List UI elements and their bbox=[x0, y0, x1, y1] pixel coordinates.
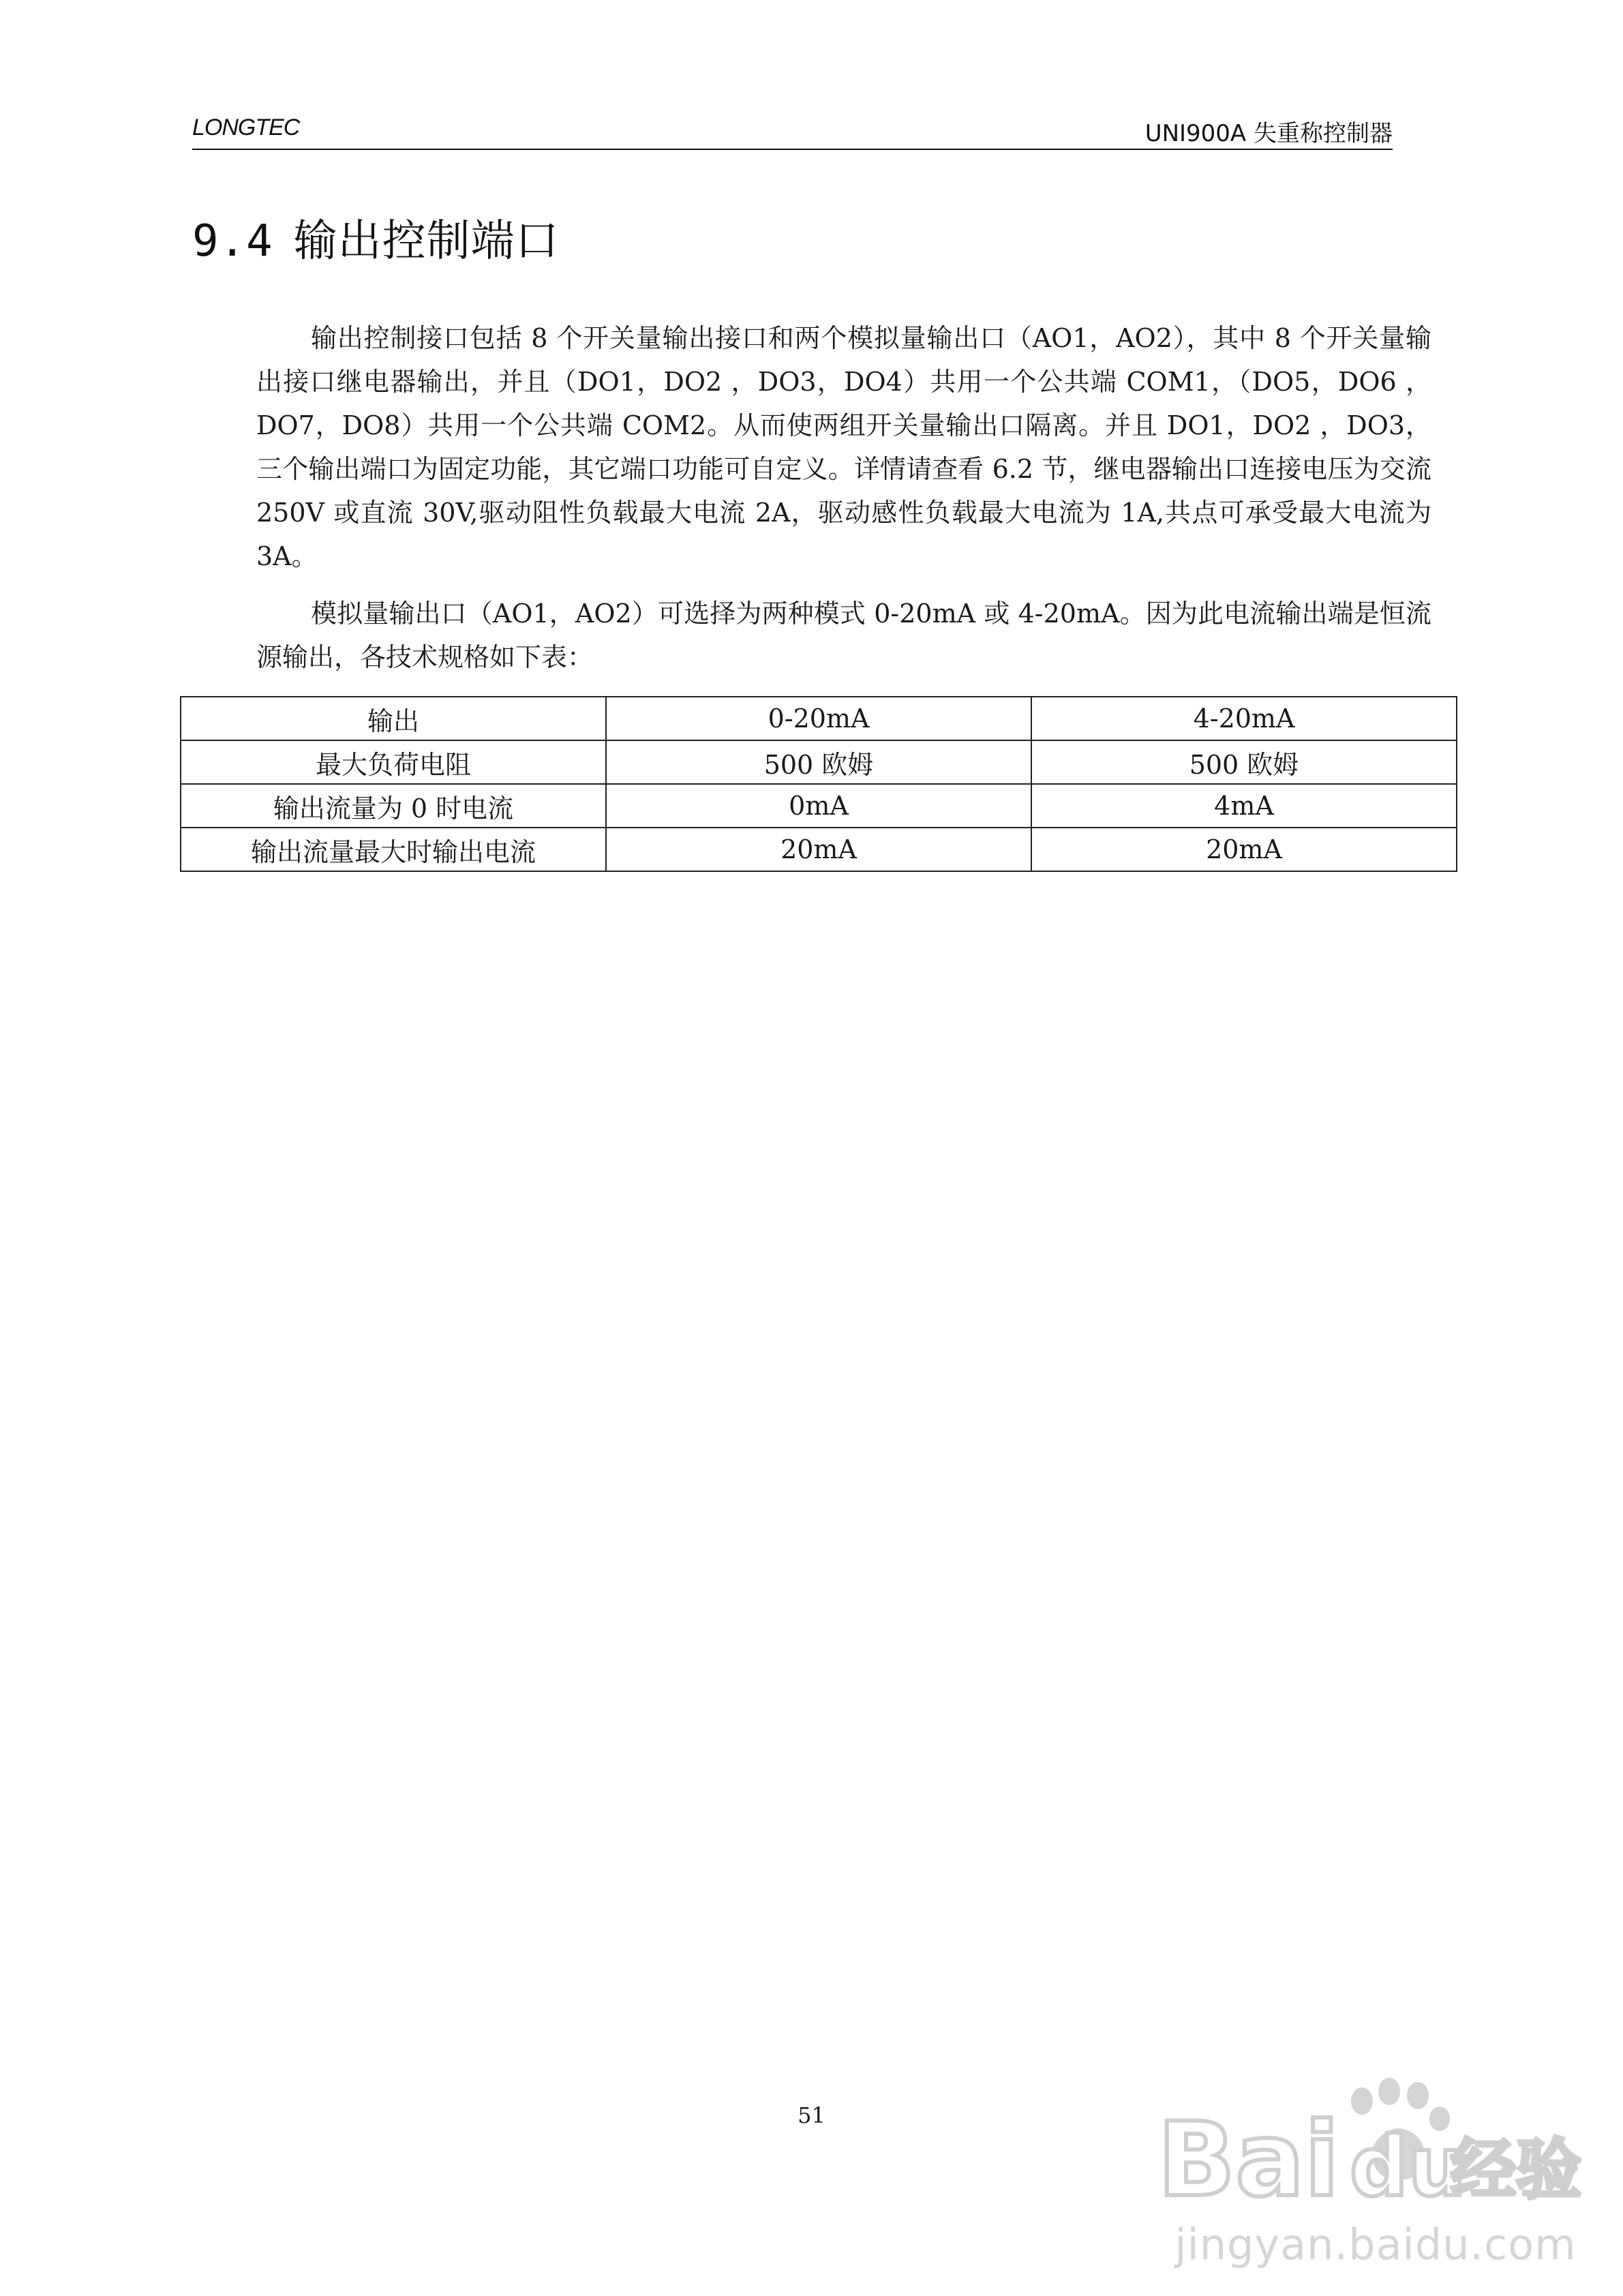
baidu-paw-logo-icon bbox=[1151, 2066, 1587, 2209]
table-cell: 4mA bbox=[1031, 784, 1457, 828]
table-row bbox=[181, 740, 1457, 784]
section-number: 9.4 bbox=[192, 216, 273, 267]
table-cell: 输出流量为 0 时电流 bbox=[181, 784, 606, 828]
table-row bbox=[181, 784, 1457, 828]
table-cell: 输出 bbox=[181, 697, 606, 740]
section-title: 输出控制端口 bbox=[293, 216, 560, 267]
table-cell: 20mA bbox=[1031, 828, 1457, 871]
svg-text:du: du bbox=[1350, 2120, 1467, 2209]
table-cell: 0mA bbox=[606, 784, 1031, 828]
svg-text:Bai: Bai bbox=[1157, 2101, 1339, 2209]
baidu-jingyan-watermark bbox=[1151, 2066, 1587, 2270]
watermark-url: jingyan.baidu.com bbox=[1174, 2220, 1577, 2269]
header-product-title: UNI900A 失重称控制器 bbox=[1144, 120, 1393, 147]
paragraph-analog-outputs: 模拟量输出口（AO1，AO2）可选择为两种模式 0-20mA 或 4-20mA。因为此电流输出端是恒流源输出，各技术规格如下表： bbox=[256, 599, 1431, 672]
page-number: 51 bbox=[798, 2102, 825, 2128]
table-cell: 输出流量最大时输出电流 bbox=[181, 828, 606, 871]
table-cell: 20mA bbox=[606, 828, 1031, 871]
table-cell: 500 欧姆 bbox=[606, 740, 1031, 784]
table-row bbox=[181, 697, 1457, 740]
header-rule bbox=[192, 149, 1393, 150]
table-cell: 4-20mA bbox=[1031, 697, 1457, 740]
table-cell: 0-20mA bbox=[606, 697, 1031, 740]
analog-output-spec-table bbox=[180, 696, 1457, 872]
table-row bbox=[181, 828, 1457, 871]
table-cell: 最大负荷电阻 bbox=[181, 740, 606, 784]
svg-text:经验: 经验 bbox=[1451, 2132, 1581, 2208]
table-cell: 500 欧姆 bbox=[1031, 740, 1457, 784]
section-heading bbox=[192, 206, 560, 269]
paragraph-digital-outputs: 输出控制接口包括 8 个开关量输出接口和两个模拟量输出口（AO1，AO2），其中 8 个开关量输出接口继电器输出，并且（DO1，DO2 ，DO3，DO4）共用一个公共端 COM1，（DO5，DO6 ，DO7，DO8）共用一个公共端 COM2。从而使两组开关量输出口隔离。并且 DO1，DO2 ，DO3，三个输出端口为固定功能，其它端口功能可自定义。详情请查看 6.2 节，继电器输出口连接电压为交流 250V 或直流 30V,驱动阻性负载最大电流 2A，驱动感性负载最大电流为 1A,共点可承受最大电流为 3A。 bbox=[256, 323, 1431, 571]
header-brand: LONGTEC bbox=[192, 115, 300, 140]
